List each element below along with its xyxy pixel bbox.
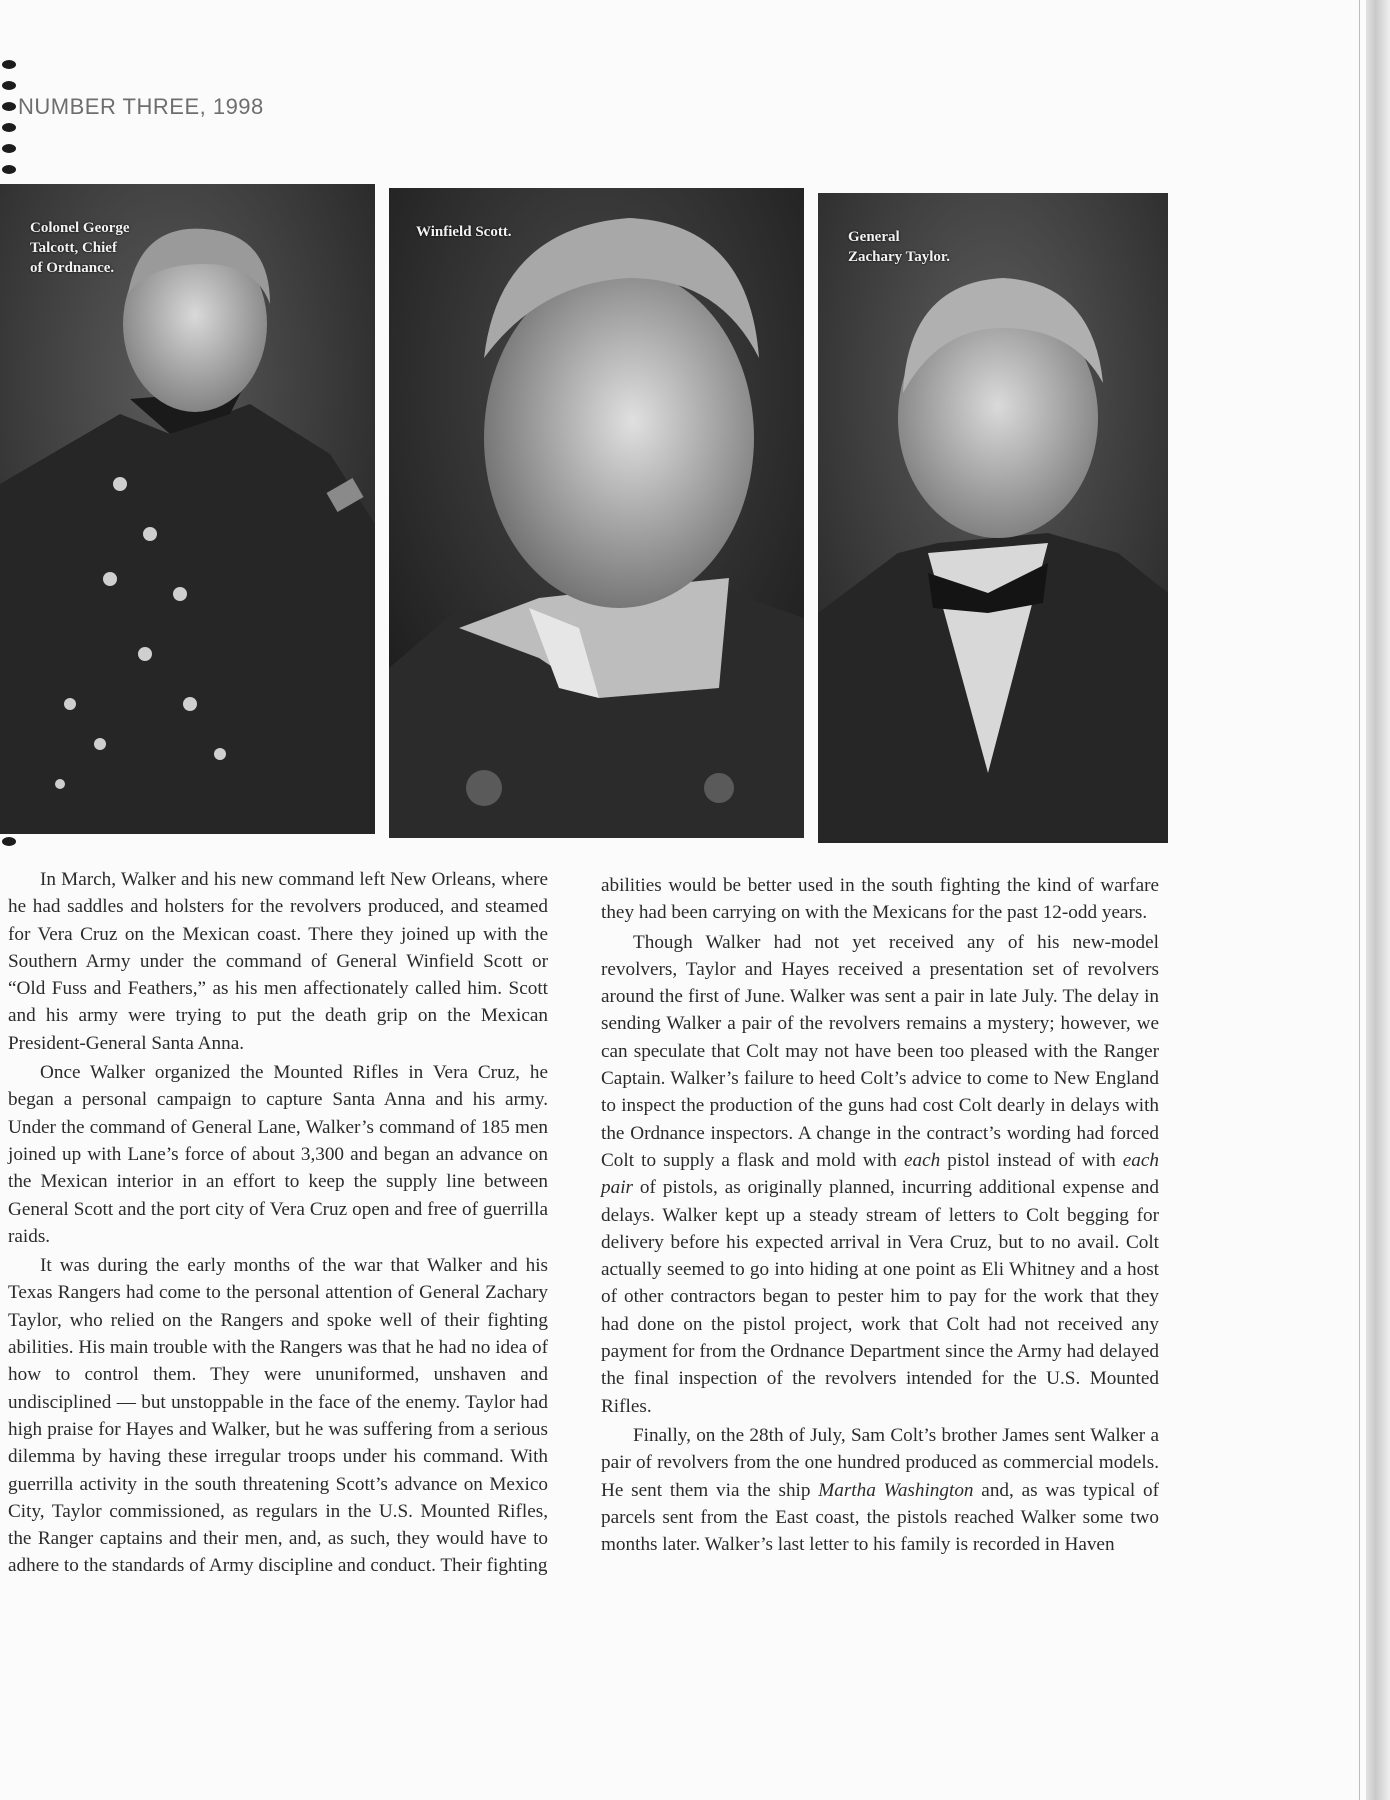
- article-column-left: [0, 866, 548, 1582]
- article-paragraph: abilities would be better used in the south fighting the kind of warfare they had been carrying on with the Mexicans for the past 12-odd years.: [601, 875, 1159, 924]
- portrait-scott-image: [389, 188, 804, 838]
- binding-ring: [2, 81, 16, 90]
- portrait-scott: [389, 188, 804, 838]
- article-paragraph: In March, Walker and his new command left New Orleans, where he had saddles and holsters for the revolvers produced, and steamed for Vera Cruz on the Mexican coast. There they joined up with the Southern Army under the command of General Winfield Scott or “Old Fuss and Feathers,” as his men affectionately called him. Scott and his army were trying to put the death grip on the Mexican President-General Santa Anna.: [8, 869, 548, 1054]
- binding-ring: [2, 60, 16, 69]
- emphasis-text: each: [903, 1149, 941, 1171]
- photo-caption: Winfield Scott.: [416, 224, 512, 240]
- page-stack-edge: [1366, 0, 1390, 1800]
- article-paragraph: It was during the early months of the war that Walker and his Texas Rangers had come to the personal attention of General Zachary Taylor, who relied on the Rangers and spoke well of their fighting abilities. His main trouble with the Rangers was that he had no idea of how to control them. They were ununiformed, unshaven and undisciplined — but unstoppable in the face of the enemy. Taylor had high praise for Hayes and Walker, but he was suffering from a serious dilemma by having these irregular troops under his command. With guerrilla activity in the south threatening Scott’s advance on Mexico City, Taylor commissioned, as regulars in the U.S. Mounted Rifles, the Ranger captains and their men, and, as such, they would have to adhere to the standards of Army discipline and conduct. Their fighting: [8, 1255, 548, 1577]
- text-run: pistol instead of with: [940, 1149, 1123, 1171]
- portrait-taylor: [818, 193, 1168, 843]
- portrait-taylor-image: [818, 193, 1168, 843]
- article-column-right: [601, 872, 1159, 1560]
- binding-ring: [2, 144, 16, 153]
- article-paragraph: [601, 929, 1159, 1420]
- page-stack-line: [1359, 0, 1360, 1800]
- issue-header: NUMBER THREE, 1998: [18, 94, 264, 119]
- text-run: Finally, on the 28th of July, Sam Colt’s brother James sent Walker a pair of revolvers from the one hundred produced as commercial models. He sent them via the ship: [601, 1424, 1159, 1501]
- article-paragraph: [601, 1422, 1159, 1558]
- binding-ring: [2, 837, 16, 846]
- binding-ring: [2, 102, 16, 111]
- binding-ring: [2, 123, 16, 132]
- text-run: and, as was typical of parcels sent from the East coast, the pistols reached Walker some two months later. Walker’s last letter to his family is recorded in Haven: [601, 1479, 1159, 1556]
- ship-name: Martha Washington: [818, 1479, 974, 1501]
- portrait-talcott-image: [0, 184, 375, 834]
- emphasis-text: each pair: [601, 1149, 1159, 1199]
- photo-caption: General Zachary Taylor.: [848, 229, 950, 265]
- text-run: of pistols, as originally planned, incurring additional expense and delays. Walker kept up a steady stream of letters to Colt begging for delivery before his expected arrival in Vera Cruz, but to no avail. Colt actually seemed to go into hiding at one point as Eli Whitney and a host of other contractors began to pester him to pay for the work that they had done on the pistol project, work that Colt had not received any payment for from the Ordnance Department since the Army had delayed the final inspection of the revolvers intended for the U.S. Mounted Rifles.: [601, 1177, 1159, 1417]
- portrait-talcott: [0, 184, 375, 834]
- article-paragraph: Once Walker organized the Mounted Rifles in Vera Cruz, he began a personal campaign to capture Santa Anna and his army. Under the command of General Lane, Walker’s command of 185 men joined up with Lane’s force of about 3,300 and began an advance on the Mexican interior in an effort to keep the supply line between General Scott and the port city of Vera Cruz open and free of guerrilla raids.: [8, 1062, 548, 1247]
- binding-ring: [2, 165, 16, 174]
- photo-caption: Colonel George Talcott, Chief of Ordnance.: [30, 220, 130, 276]
- text-run: Though Walker had not yet received any of his new-model revolvers, Taylor and Hayes received a presentation set of revolvers around the first of June. Walker was sent a pair in late July. The delay in sending Walker a pair of the revolvers remains a mystery; however, we can speculate that Colt may not have been too pleased with the Ranger Captain. Walker’s failure to heed Colt’s advice to come to New England to inspect the production of the guns had cost Colt dearly in delays with the Ordnance inspectors. A change in the contract’s wording had forced Colt to supply a flask and mold with: [601, 931, 1159, 1171]
